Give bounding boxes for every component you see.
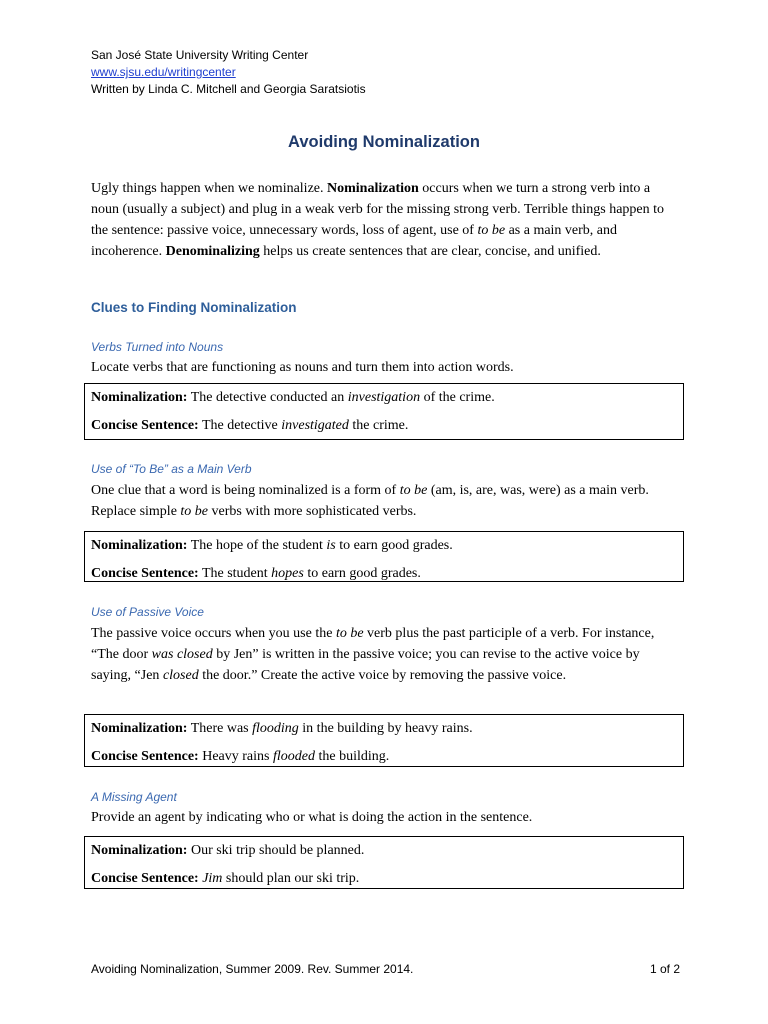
clue-text-verbs-to-nouns: Locate verbs that are functioning as nouns and turn them into action words. [91,360,514,375]
nominalization-example: Nominalization: There was flooding in the building by heavy rains. [91,721,473,736]
clue-heading-to-be: Use of “To Be” as a Main Verb [91,462,252,476]
example-box-passive-voice [84,714,684,767]
example-box-missing-agent [84,836,684,889]
intro-paragraph: Ugly things happen when we nominalize. Nominalization occurs when we turn a strong verb into a noun (usually a subject) and plug in a weak verb for the missing strong verb. Terrible things happen to the sentence: passive voice, unnecessary words, loss of agent, use of to be as a main verb, and incoherence. Denominalizing helps us create sentences that are clear, concise, and unified. [91,181,665,259]
example-box-to-be [84,531,684,582]
nominalization-example: Nominalization: Our ski trip should be planned. [91,843,365,858]
section-heading: Clues to Finding Nominalization [91,300,297,315]
clue-text-to-be: One clue that a word is being nominalized is a form of to be (am, is, are, was, were) as a main verb. Replace simple to be verbs with more sophisticated verbs. [91,483,649,519]
concise-example: Concise Sentence: The student hopes to earn good grades. [91,566,421,581]
org-name: San José State University Writing Center [91,48,309,62]
page-title: Avoiding Nominalization [288,133,480,151]
concise-example: Concise Sentence: The detective investigated the crime. [91,418,409,433]
document-header [91,47,366,98]
nominalization-example: Nominalization: The hope of the student is to earn good grades. [91,538,453,553]
example-box-verbs-to-nouns [84,383,684,440]
clue-text-missing-agent: Provide an agent by indicating who or what is doing the action in the sentence. [91,810,533,825]
clue-heading-passive-voice: Use of Passive Voice [91,605,204,619]
page-number: 1 of 2 [649,962,680,976]
writing-center-link[interactable]: www.sjsu.edu/writingcenter [91,65,236,79]
clue-heading-verbs-to-nouns: Verbs Turned into Nouns [91,340,224,354]
concise-example: Concise Sentence: Heavy rains flooded the building. [91,749,390,764]
concise-example: Concise Sentence: Jim should plan our ski trip. [91,871,360,886]
authors-line: Written by Linda C. Mitchell and Georgia Saratsiotis [91,82,366,96]
footer-text: Avoiding Nominalization, Summer 2009. Rev. Summer 2014. [91,962,414,976]
nominalization-example: Nominalization: The detective conducted an investigation of the crime. [91,390,495,405]
clue-text-passive-voice: The passive voice occurs when you use the to be verb plus the past participle of a verb. For instance, “The door was closed by Jen” is written in the passive voice; you can revise to the active voice by saying, “Jen closed the door.” Create the active voice by removing the passive voice. [91,626,655,683]
clue-heading-missing-agent: A Missing Agent [91,790,177,804]
